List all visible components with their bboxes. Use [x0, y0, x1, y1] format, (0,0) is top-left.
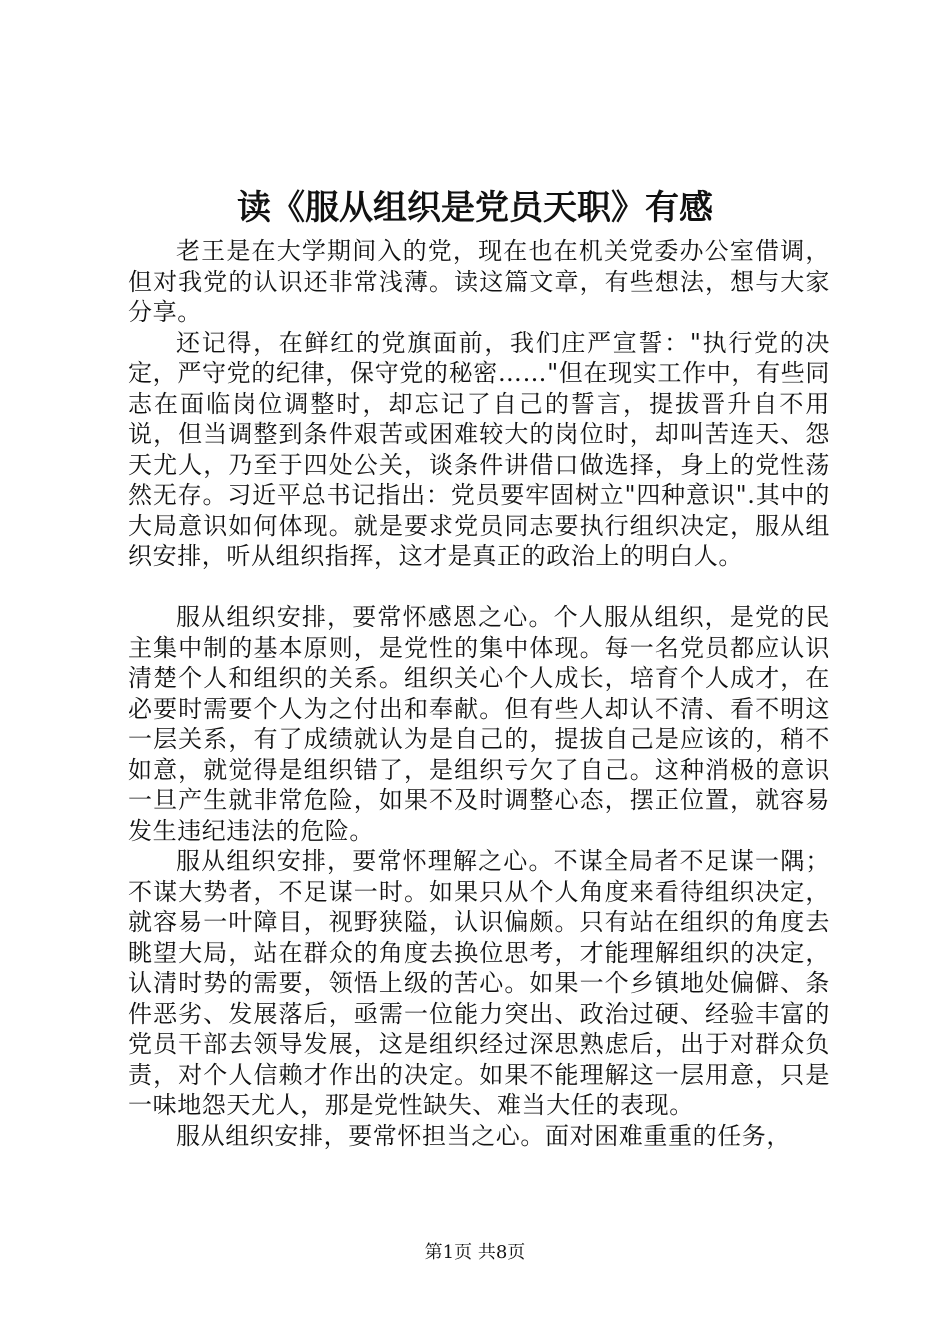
paragraph-2: 还记得，在鲜红的党旗面前，我们庄严宣誓："执行党的决定，严守党的纪律，保守党的秘密……"但在现实工作中，有些同志在面临岗位调整时，却忘记了自己的誓言，提拔晋升自不用说，但当调整到条件艰苦或困难较大的岗位时，却叫苦连天、怨天尤人，乃至于四处公关，谈条件讲借口做选择，身上的党性荡然无存。习近平总书记指出：党员要牢固树立"四种意识".其中的大局意识如何体现。就是要求党员同志要执行组织决定，服从组织安排，听从组织指挥，这才是真正的政治上的明白人。 [128, 328, 830, 570]
paragraph-5: 服从组织安排，要常怀担当之心。面对困难重重的任务， [176, 1121, 791, 1150]
paragraph-3: 服从组织安排，要常怀感恩之心。个人服从组织，是党的民主集中制的基本原则，是党性的集中体现。每一名党员都应认识清楚个人和组织的关系。组织关心个人成长，培育个人成才，在必要时需要个人为之付出和奉献。但有些人却认不清、看不明这一层关系，有了成绩就认为是自己的，提拔自己是应该的，稍不如意，就觉得是组织错了，是组织亏欠了自己。这种消极的意识一旦产生就非常危险，如果不及时调整心态，摆正位置，就容易发生违纪违法的危险。 [128, 603, 830, 845]
paragraph-spacer [128, 572, 830, 603]
paragraph-1: 老王是在大学期间入的党，现在也在机关党委办公室借调，但对我党的认识还非常浅薄。读这篇文章，有些想法，想与大家分享。 [128, 237, 830, 326]
page-footer: 第1页 共8页 [424, 1242, 526, 1263]
document-body [128, 236, 830, 1151]
document-title: 读《服从组织是党员天职》有感 [237, 188, 713, 228]
paragraph-4: 服从组织安排，要常怀理解之心。不谋全局者不足谋一隅；不谋大势者，不足谋一时。如果只从个人角度来看待组织决定，就容易一叶障目，视野狭隘，认识偏颇。只有站在组织的角度去眺望大局，站在群众的角度去换位思考，才能理解组织的决定，认清时势的需要，领悟上级的苦心。如果一个乡镇地处偏僻、条件恶劣、发展落后，亟需一位能力突出、政治过硬、经验丰富的党员干部去领导发展，这是组织经过深思熟虑后，出于对群众负责，对个人信赖才作出的决定。如果不能理解这一层用意，只是一味地怨天尤人，那是党性缺失、难当大任的表现。 [128, 847, 830, 1119]
